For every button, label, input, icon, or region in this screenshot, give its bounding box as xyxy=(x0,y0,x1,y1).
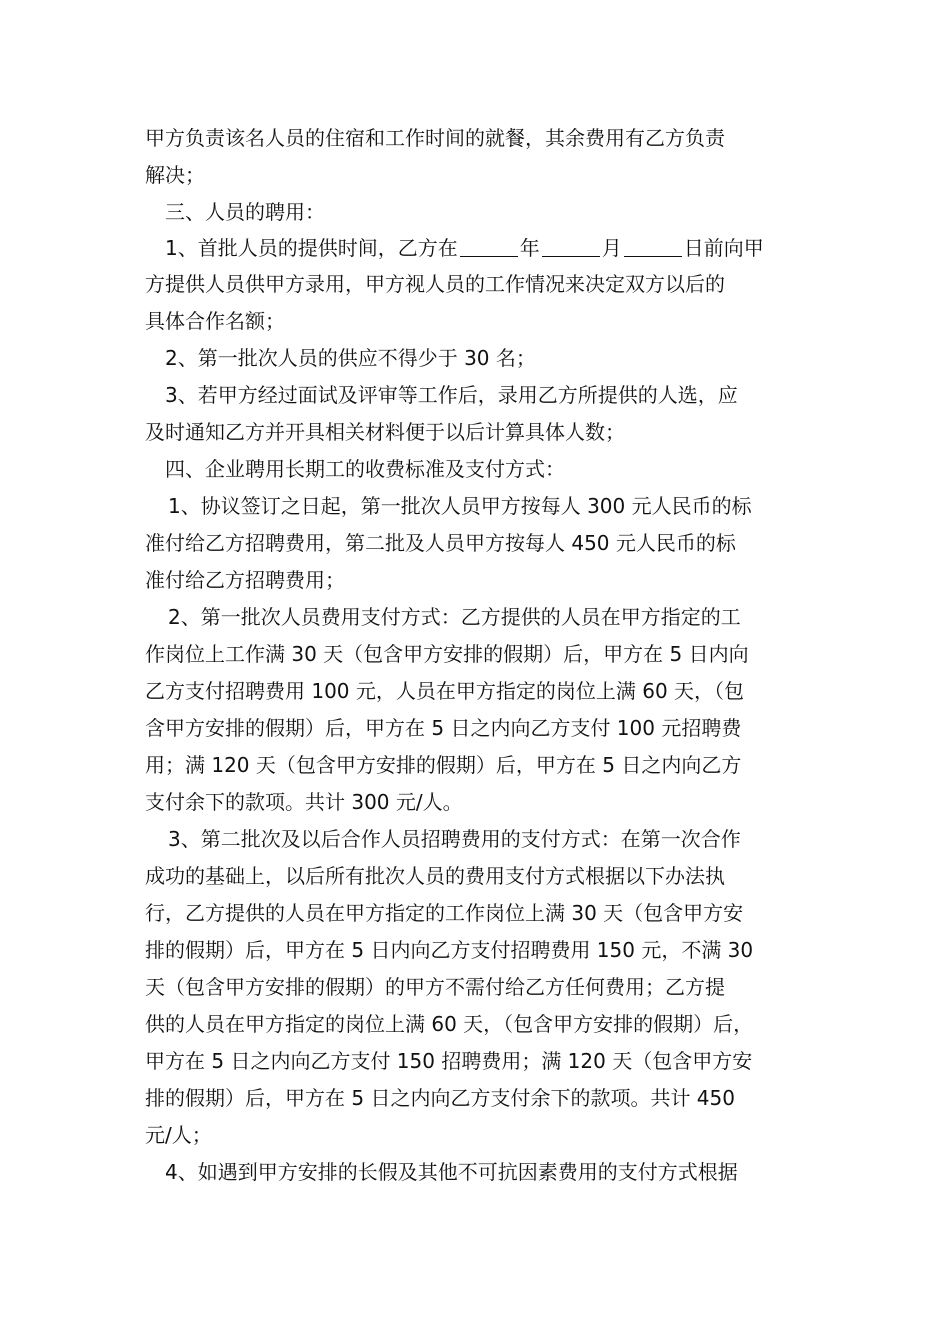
text-line: 含甲方安排的假期）后，甲方在 5 日之内向乙方支付 100 元招聘费 xyxy=(145,716,742,740)
section-heading: 四、企业聘用长期工的收费标准及支付方式： xyxy=(165,457,565,481)
text-line: 用；满 120 天（包含甲方安排的假期）后，甲方在 5 日之内向乙方 xyxy=(145,753,742,777)
text-line: 行，乙方提供的人员在甲方指定的工作岗位上满 30 天（包含甲方安 xyxy=(145,901,744,925)
text-line-with-blanks xyxy=(165,234,764,262)
year-label: 年 xyxy=(519,236,540,260)
text-line: 作岗位上工作满 30 天（包含甲方安排的假期）后，甲方在 5 日内向 xyxy=(145,642,749,666)
text-line: 解决； xyxy=(145,163,205,187)
text-line: 3、第二批次及以后合作人员招聘费用的支付方式：在第一次合作 xyxy=(168,827,741,851)
year-blank[interactable] xyxy=(460,236,518,257)
text-line: 成功的基础上，以后所有批次人员的费用支付方式根据以下办法执 xyxy=(145,864,725,888)
text-line: 排的假期）后，甲方在 5 日内向乙方支付招聘费用 150 元，不满 30 xyxy=(145,938,754,962)
text-line: 2、第一批次人员费用支付方式：乙方提供的人员在甲方指定的工 xyxy=(168,605,741,629)
text-line: 天（包含甲方安排的假期）的甲方不需付给乙方任何费用；乙方提 xyxy=(145,975,725,999)
text-line: 1、协议签订之日起，第一批次人员甲方按每人 300 元人民币的标 xyxy=(168,494,752,518)
text-line: 方提供人员供甲方录用，甲方视人员的工作情况来决定双方以后的 xyxy=(145,272,725,296)
date-line-prefix: 1、首批人员的提供时间，乙方在 xyxy=(165,236,458,260)
text-line: 2、第一批次人员的供应不得少于 30 名； xyxy=(165,346,536,370)
text-line: 乙方支付招聘费用 100 元，人员在甲方指定的岗位上满 60 天，（包 xyxy=(145,679,745,703)
text-line: 甲方负责该名人员的住宿和工作时间的就餐，其余费用有乙方负责 xyxy=(145,126,725,150)
date-line-suffix: 日前向甲 xyxy=(683,236,764,260)
text-line: 供的人员在甲方指定的岗位上满 60 天，（包含甲方安排的假期）后， xyxy=(145,1012,754,1036)
text-line: 排的假期）后，甲方在 5 日之内向乙方支付余下的款项。共计 450 xyxy=(145,1086,735,1110)
text-line: 甲方在 5 日之内向乙方支付 150 招聘费用；满 120 天（包含甲方安 xyxy=(145,1049,753,1073)
month-label: 月 xyxy=(601,236,622,260)
section-heading: 三、人员的聘用： xyxy=(165,200,325,224)
day-blank[interactable] xyxy=(624,236,682,257)
text-line: 4、如遇到甲方安排的长假及其他不可抗因素费用的支付方式根据 xyxy=(165,1160,738,1184)
text-line: 3、若甲方经过面试及评审等工作后，录用乙方所提供的人选，应 xyxy=(165,383,738,407)
text-line: 准付给乙方招聘费用，第二批及人员甲方按每人 450 元人民币的标 xyxy=(145,531,736,555)
text-line: 及时通知乙方并开具相关材料便于以后计算具体人数； xyxy=(145,420,625,444)
text-line: 准付给乙方招聘费用； xyxy=(145,568,345,592)
text-line: 支付余下的款项。共计 300 元/人。 xyxy=(145,790,463,814)
text-line: 元/人； xyxy=(145,1123,212,1147)
month-blank[interactable] xyxy=(542,236,600,257)
text-line: 具体合作名额； xyxy=(145,309,285,333)
